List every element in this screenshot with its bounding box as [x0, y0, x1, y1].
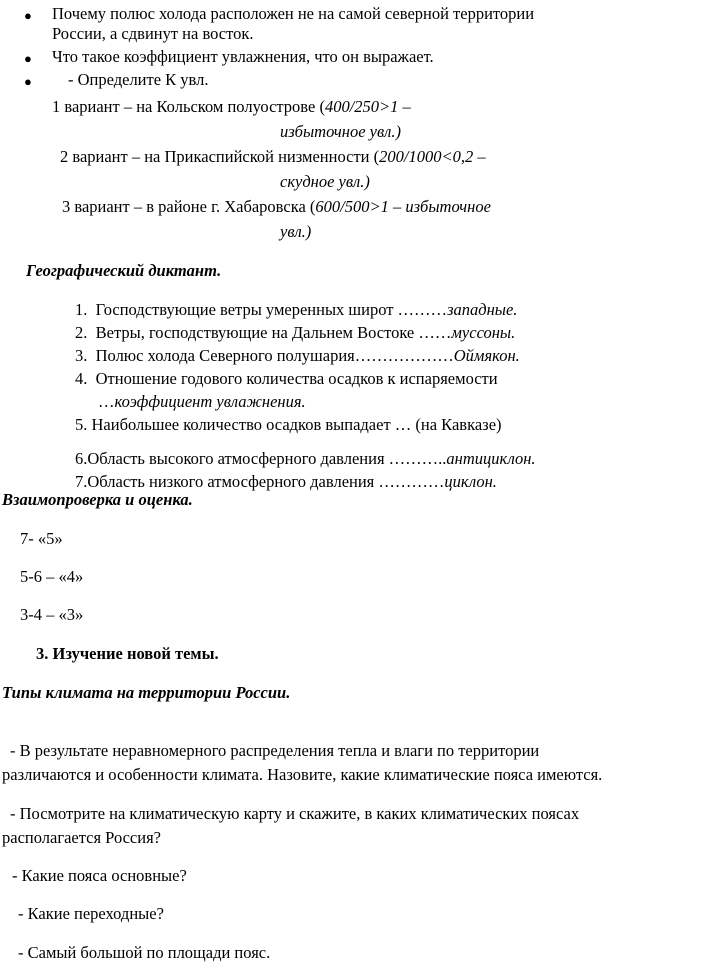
- topic-title: Типы климата на территории России.: [2, 683, 291, 702]
- paragraph-2-line-2: располагается Россия?: [2, 828, 161, 847]
- bullet-1-glyph: ●: [24, 8, 32, 23]
- section-3-title: 3. Изучение новой темы.: [36, 644, 219, 663]
- variant-2-cont: скудное увл.): [280, 172, 370, 191]
- bullet-1-line-2: России, а сдвинут на восток.: [52, 24, 254, 43]
- dictation-item-1: 1. Господствующие ветры умеренных широт ………западные.: [75, 300, 518, 319]
- variant-3-cont: увл.): [280, 222, 312, 241]
- dictation-item-6: 6.Область высокого атмосферного давления ………..антициклон.: [75, 449, 536, 468]
- variant-1-line: [52, 99, 411, 116]
- dictation-item-4-cont: …коэффициент увлажнения.: [98, 392, 306, 411]
- variant-2-lead: 2 вариант – на Прикаспийской низменности (: [60, 147, 380, 166]
- grade-3: 3-4 – «3»: [20, 605, 84, 624]
- grade-2: 5-6 – «4»: [20, 567, 84, 586]
- bullet-3-glyph: ●: [24, 74, 32, 89]
- assessment-title: Взаимопроверка и оценка.: [2, 490, 193, 509]
- bullet-2-text: Что такое коэффициент увлажнения, что он выражает.: [52, 47, 434, 66]
- variant-3-lead: 3 вариант – в районе г. Хабаровска (: [62, 197, 316, 216]
- grade-1: 7- «5»: [20, 529, 63, 548]
- dictation-title: Географический диктант.: [26, 261, 222, 280]
- bullet-2-glyph: ●: [24, 51, 32, 66]
- variant-3-formula: 600/500>1 – избыточное: [315, 197, 491, 216]
- variant-2-formula: 200/1000<0,2 –: [379, 147, 486, 166]
- variant-3-line: [62, 199, 491, 216]
- question-main-belts: - Какие пояса основные?: [12, 866, 187, 885]
- dictation-item-2: 2. Ветры, господствующие на Дальнем Востоке ……муссоны.: [75, 323, 516, 342]
- variant-1-lead: 1 вариант – на Кольском полуострове (: [52, 97, 325, 116]
- dictation-item-7: 7.Область низкого атмосферного давления …………циклон.: [75, 472, 497, 491]
- dictation-item-3: 3. Полюс холода Северного полушария………………Оймякон.: [75, 346, 520, 365]
- question-transitional-belts: - Какие переходные?: [18, 904, 164, 923]
- paragraph-1-line-2: различаются и особенности климата. Назовите, какие климатические пояса имеются.: [2, 765, 603, 784]
- variant-1-cont: избыточное увл.): [280, 122, 401, 141]
- bullet-3-text: - Определите К увл.: [68, 70, 209, 89]
- question-largest-belt: - Самый большой по площади пояс.: [18, 943, 271, 962]
- paragraph-1-line-1: - В результате неравномерного распределения тепла и влаги по территории: [10, 741, 540, 760]
- bullet-1-line-1: Почему полюс холода расположен не на самой северной территории: [52, 4, 535, 23]
- variant-1-formula: 400/250>1 –: [324, 97, 411, 116]
- paragraph-2-line-1: - Посмотрите на климатическую карту и скажите, в каких климатических поясах: [10, 804, 580, 823]
- variant-2-line: [60, 149, 486, 166]
- dictation-item-4: 4. Отношение годового количества осадков к испаряемости: [75, 369, 498, 388]
- dictation-item-5: 5. Наибольшее количество осадков выпадает … (на Кавказе): [75, 415, 502, 434]
